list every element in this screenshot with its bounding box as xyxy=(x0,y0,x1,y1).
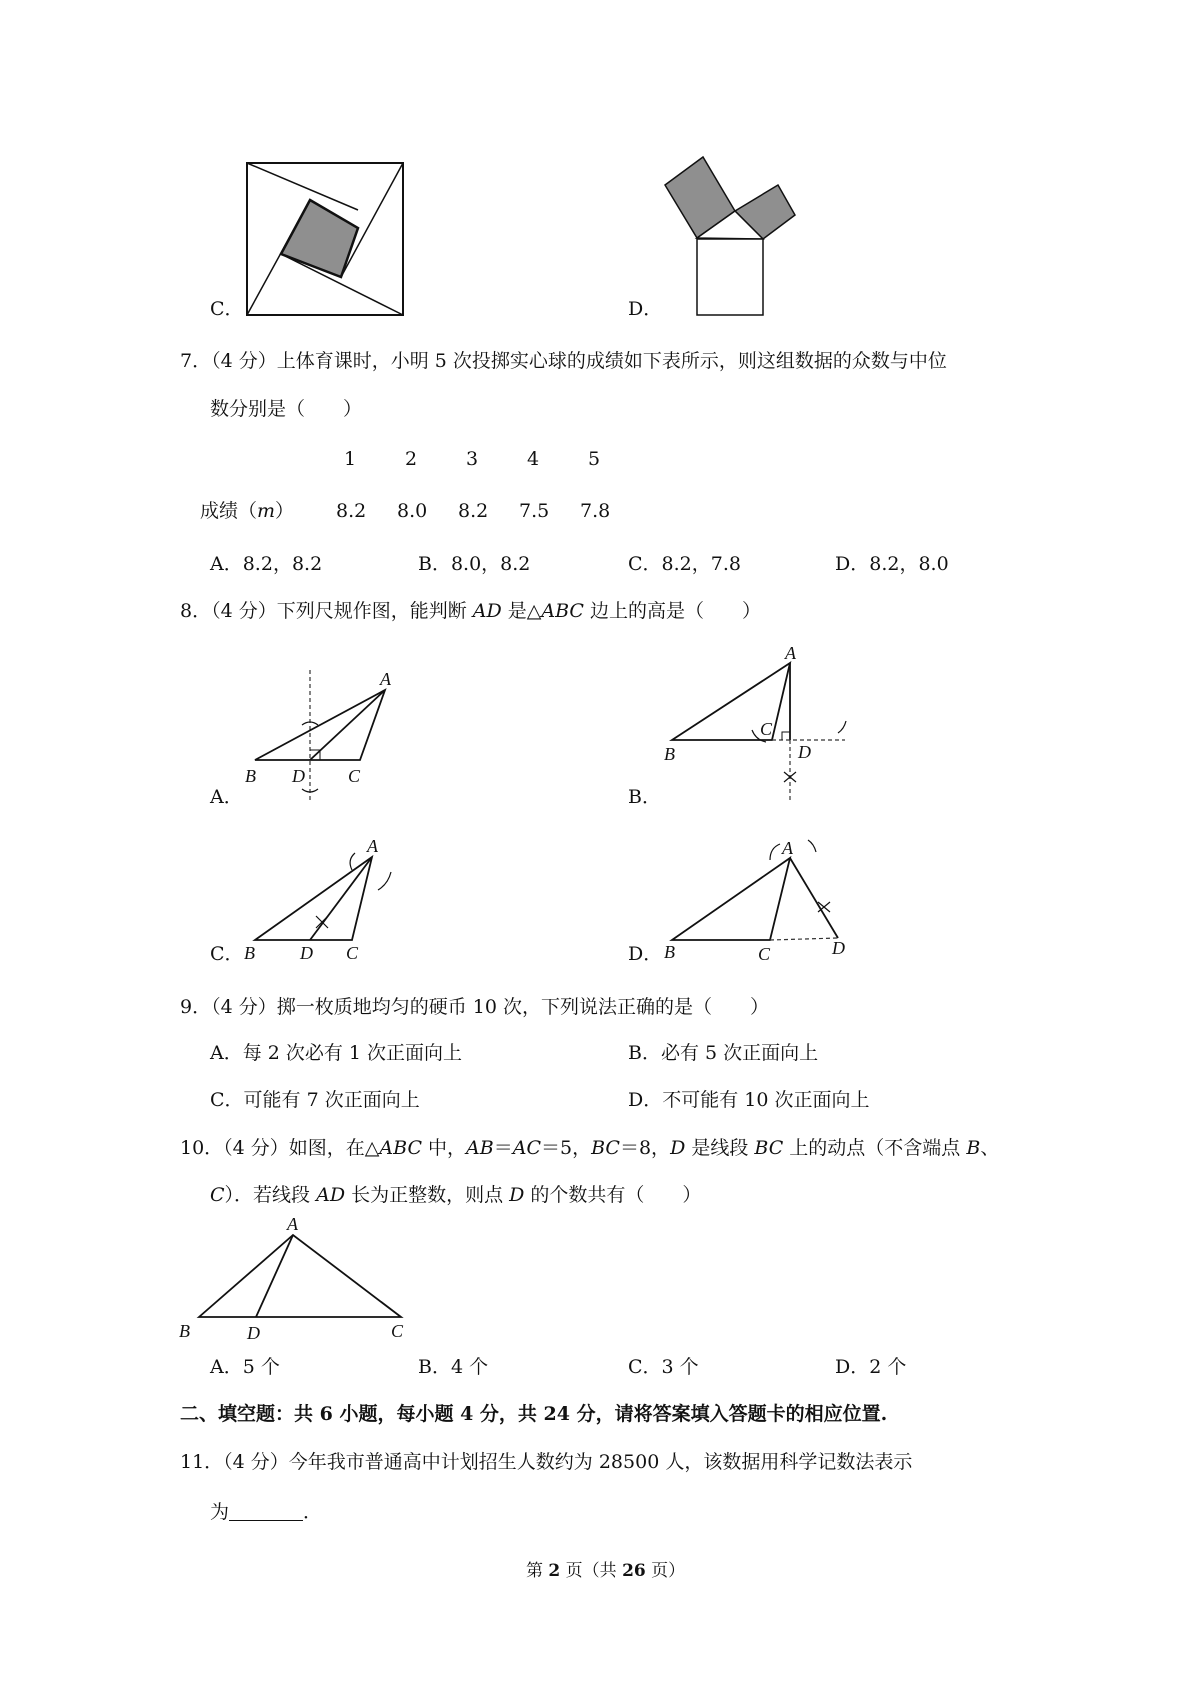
point-label: C xyxy=(348,766,361,786)
point-label: D xyxy=(300,943,313,963)
q8-option-d-label: D． xyxy=(628,943,663,965)
q6-option-c-label: C． xyxy=(210,298,244,320)
point-label: D xyxy=(798,742,811,762)
q11-stem-line1: 11．（4 分）今年我市普通高中计划招生人数约为 28500 人，该数据用科学记数法表示 xyxy=(180,1451,913,1473)
point-label: C xyxy=(758,944,771,964)
q10-option-b: B．4 个 xyxy=(418,1356,489,1378)
point-label: D xyxy=(247,1323,260,1343)
point-label: A xyxy=(782,838,793,858)
point-label: D xyxy=(292,766,305,786)
answer-blank[interactable] xyxy=(229,1500,303,1521)
point-label: A xyxy=(785,643,796,663)
q8-figure-d xyxy=(660,830,860,965)
table-header-cell: 5 xyxy=(588,448,601,470)
q6-figure-d xyxy=(660,155,820,320)
q7-stem-line2: 数分别是（ ） xyxy=(210,398,363,420)
q10-option-c: C．3 个 xyxy=(628,1356,699,1378)
q8-figure-c xyxy=(240,835,400,965)
q10-figure xyxy=(175,1214,415,1343)
table-header-cell: 1 xyxy=(344,448,357,470)
q7-option-b: B．8.0，8.2 xyxy=(418,553,531,575)
q8-stem: 8．（4 分）下列尺规作图，能判断 AD 是△ABC 边上的高是（ ） xyxy=(180,600,762,622)
table-cell: 7.5 xyxy=(519,500,550,522)
point-label: B xyxy=(244,943,255,963)
table-cell: 7.8 xyxy=(580,500,611,522)
q7-stem-line1: 7．（4 分）上体育课时，小明 5 次投掷实心球的成绩如下表所示，则这组数据的众数与中位 xyxy=(180,350,947,372)
q10-stem-line1: 10．（4 分）如图，在△ABC 中，AB＝AC＝5，BC＝8，D 是线段 BC 上的动点（不含端点 B、 xyxy=(180,1137,1000,1159)
q7-option-d: D．8.2，8.0 xyxy=(835,553,949,575)
q8-figure-b xyxy=(660,645,860,805)
q8-option-a-label: A． xyxy=(210,786,243,808)
point-label: C xyxy=(760,719,773,739)
q7-option-a: A．8.2，8.2 xyxy=(210,553,323,575)
point-label: A xyxy=(287,1214,298,1234)
point-label: B xyxy=(664,942,675,962)
q8-option-b-label: B． xyxy=(628,786,661,808)
point-label: B xyxy=(179,1321,190,1341)
q7-option-c: C．8.2，7.8 xyxy=(628,553,741,575)
table-header-cell: 3 xyxy=(466,448,479,470)
q9-stem: 9．（4 分）掷一枚质地均匀的硬币 10 次，下列说法正确的是（ ） xyxy=(180,996,769,1018)
point-label: D xyxy=(832,938,845,958)
table-cell: 8.2 xyxy=(458,500,489,522)
q10-option-d: D．2 个 xyxy=(835,1356,907,1378)
q9-option-d: D．不可能有 10 次正面向上 xyxy=(628,1089,870,1111)
q11-stem-line2: 为 ． xyxy=(210,1501,323,1523)
table-cell: 8.2 xyxy=(336,500,367,522)
point-label: B xyxy=(664,744,675,764)
bottom-square xyxy=(697,239,763,315)
section-heading: 二、填空题：共 6 小题，每小题 4 分，共 24 分，请将答案填入答题卡的相应位置. xyxy=(180,1403,888,1425)
q6-figure-c xyxy=(240,160,410,320)
q6-option-d-label: D． xyxy=(628,298,663,320)
q8-option-c-label: C． xyxy=(210,943,244,965)
table-header-cell: 4 xyxy=(527,448,540,470)
table-header-cell: 2 xyxy=(405,448,418,470)
page-footer: 第 2 页（共 26 页） xyxy=(526,1561,686,1581)
table-row-label: 成绩（m） xyxy=(200,500,295,522)
q8-figure-a xyxy=(240,665,400,805)
point-label: A xyxy=(367,836,378,856)
q10-stem-line2: C）．若线段 AD 长为正整数，则点 D 的个数共有（ ） xyxy=(210,1184,702,1206)
q10-option-a: A．5 个 xyxy=(210,1356,280,1378)
point-label: C xyxy=(346,943,359,963)
q9-option-c: C．可能有 7 次正面向上 xyxy=(210,1089,420,1111)
point-label: B xyxy=(245,766,256,786)
q9-option-a: A．每 2 次必有 1 次正面向上 xyxy=(210,1042,463,1064)
point-label: A xyxy=(380,669,391,689)
table-cell: 8.0 xyxy=(397,500,428,522)
point-label: C xyxy=(391,1321,404,1341)
q9-option-b: B．必有 5 次正面向上 xyxy=(628,1042,819,1064)
